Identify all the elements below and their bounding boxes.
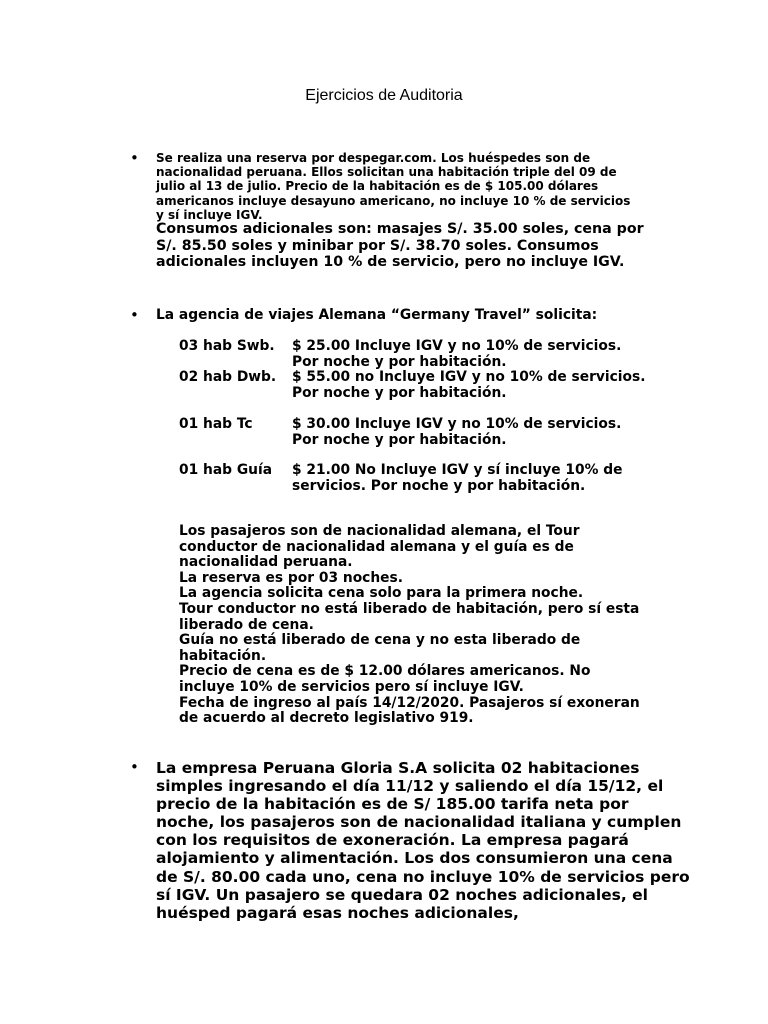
exercise-1-consumos: Consumos adicionales son: masajes S/. 35.00 soles, cena por S/. 85.50 soles y minibar por S/. 38.70 soles. Consumos adicionales incluyen 10 % de servicio, pero no incluye IGV. bbox=[156, 221, 644, 270]
room-rate-detail: $ 55.00 no Incluye IGV y no 10% de servicios. Por noche y por habitación. bbox=[292, 369, 646, 401]
bullet-exercise-3: • bbox=[130, 758, 139, 776]
exercise-3-text: La empresa Peruana Gloria S.A solicita 02 habitaciones simples ingresando el día 11/12 y saliendo el día 15/12, el precio de la habitación es de S/ 185.00 tarifa neta por noche, los pasajeros son de nacionalidad italiana y cumplen con los requisitos de exoneración. La empresa pagará alojamiento y alimentación. Los dos consumieron una cena de S/. 80.00 cada uno, cena no incluye 10% de servicios pero sí IGV. Un pasajero se quedara 02 noches adicionales, el huésped pagará esas noches adicionales, bbox=[156, 759, 690, 922]
room-type-label: 01 hab Guía bbox=[179, 462, 273, 478]
room-type-label: 02 hab Dwb. bbox=[179, 369, 277, 385]
exercise-2-intro: La agencia de viajes Alemana “Germany Travel” solicita: bbox=[156, 307, 598, 323]
exercise-1-intro: Se realiza una reserva por despegar.com. Los huéspedes son de nacionalidad peruana. Ellos solicitan una habitación triple del 09 de julio al 13 de julio. Precio de la habitación es de $ 105.00 dólares americanos incluye desayuno americano, no incluye 10 % de servicios y sí incluye IGV. bbox=[156, 151, 631, 222]
bullet-exercise-1: • bbox=[130, 149, 139, 167]
room-type-label: 03 hab Swb. bbox=[179, 338, 275, 354]
room-rate-detail: $ 30.00 Incluye IGV y no 10% de servicios. Por noche y por habitación. bbox=[292, 416, 622, 448]
room-rate-detail: $ 25.00 Incluye IGV y no 10% de servicios. Por noche y por habitación. bbox=[292, 338, 622, 370]
bullet-exercise-2: • bbox=[130, 306, 139, 324]
room-rate-detail: $ 21.00 No Incluye IGV y sí incluye 10% de servicios. Por noche y por habitación. bbox=[292, 462, 623, 494]
exercise-2-notes: Los pasajeros son de nacionalidad alemana, el Tour conductor de nacionalidad alemana y el guía es de nacionalidad peruana. La reserva es por 03 noches. La agencia solicita cena solo para la primera noche. Tour conductor no está liberado de habitación, pero sí esta liberado de cena. Guía no está liberado de cena y no esta liberado de habitación. Precio de cena es de $ 12.00 dólares americanos. No incluye 10% de servicios pero sí incluye IGV. Fecha de ingreso al país 14/12/2020. Pasajeros sí exoneran de acuerdo al decreto legislativo 919. bbox=[179, 523, 640, 727]
page-title: Ejercicios de Auditoria bbox=[305, 87, 463, 104]
room-type-label: 01 hab Tc bbox=[179, 416, 253, 432]
